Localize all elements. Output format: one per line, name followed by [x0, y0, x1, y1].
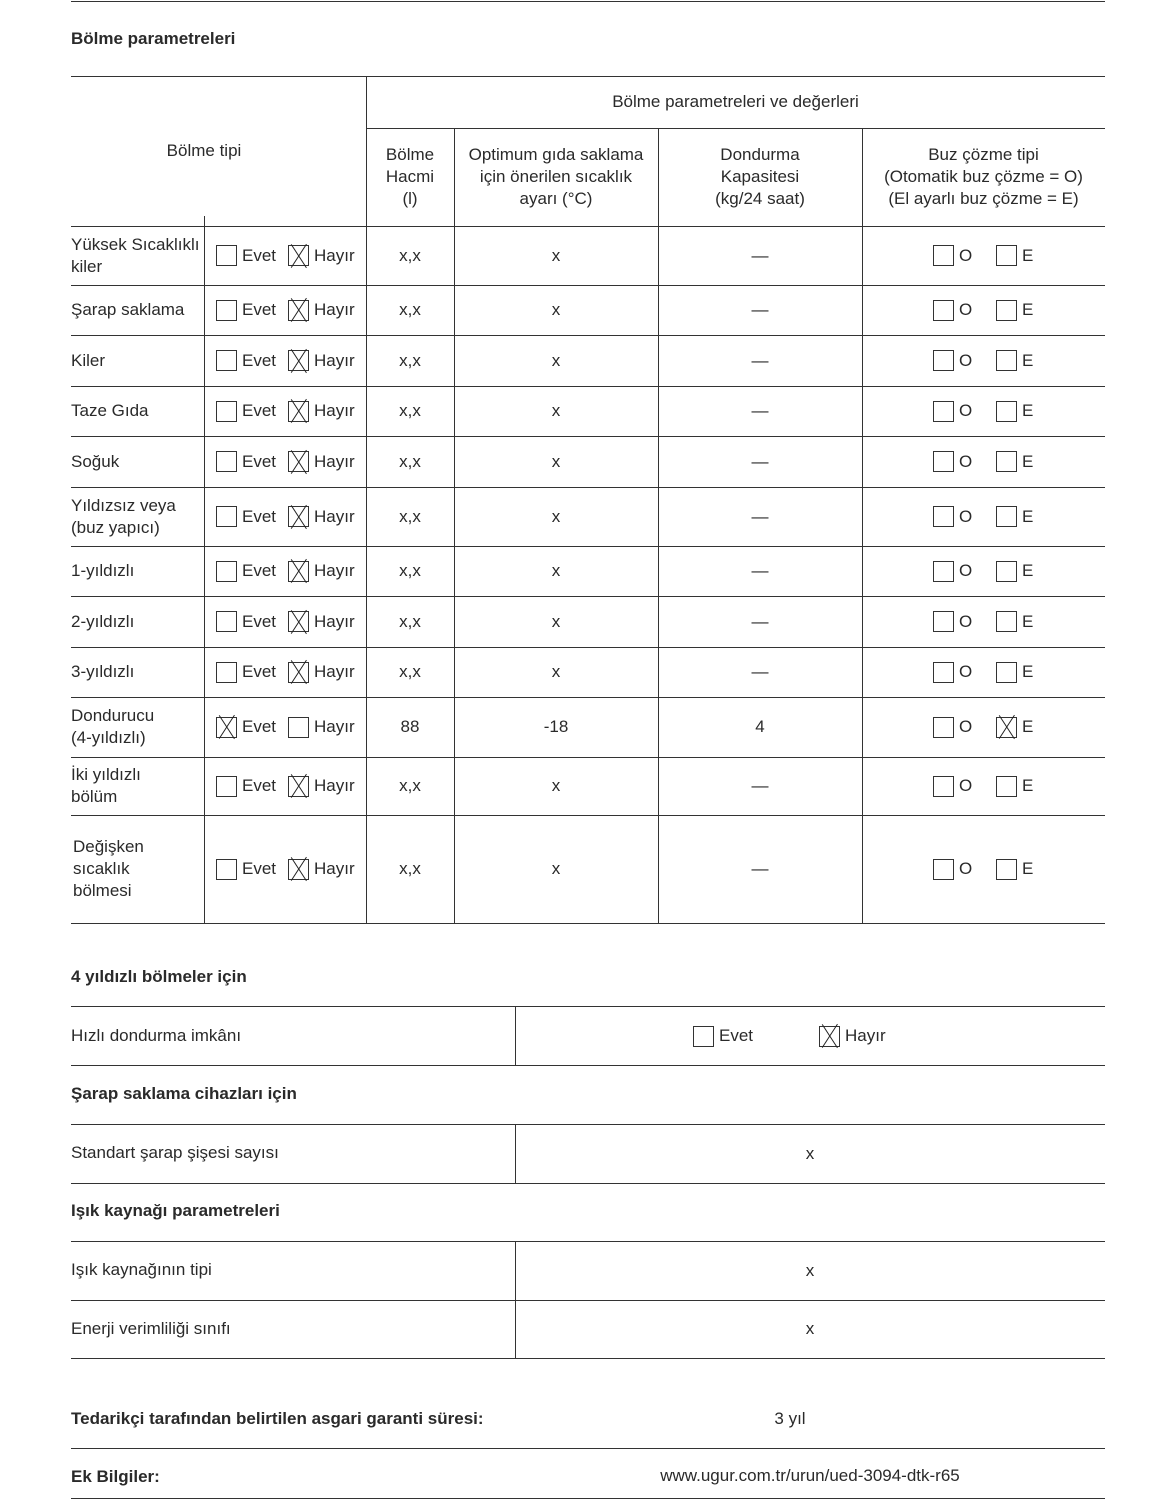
defrost-manual-checkbox[interactable]: [996, 401, 1017, 422]
present-yes-label: Evet: [242, 859, 277, 878]
volume-value: 88: [400, 717, 420, 736]
present-no-label: Hayır: [314, 451, 355, 471]
present-no[interactable]: [288, 856, 355, 882]
defrost-auto-checkbox[interactable]: [933, 561, 954, 582]
present-yes-checkbox[interactable]: [216, 717, 237, 738]
temp-value: x: [551, 245, 561, 265]
defrost-manual-checkbox[interactable]: [996, 611, 1017, 632]
temp-value: x: [551, 662, 561, 681]
four-star-title: 4 yıldızlı bölmeler için: [71, 967, 247, 986]
present-yes-label: Evet: [242, 717, 277, 736]
present-no-label: Hayır: [314, 561, 355, 580]
group-header-rule: [366, 128, 1105, 129]
defrost-manual-checkbox[interactable]: [996, 662, 1017, 683]
defrost-manual[interactable]: [996, 449, 1033, 475]
present-no-checkbox[interactable]: [288, 611, 309, 632]
wine-bottles-label: Standart şarap şişesi sayısı: [71, 1143, 279, 1162]
compartment-name: Şarap saklama: [71, 300, 185, 319]
defrost-auto-checkbox[interactable]: [933, 401, 954, 422]
extra-value[interactable]: www.ugur.com.tr/urun/ued-3094-dtk-r65: [660, 1466, 960, 1485]
present-yes-label: Evet: [242, 611, 277, 631]
defrost-manual-checkbox[interactable]: [996, 350, 1017, 371]
present-yes[interactable]: [216, 449, 276, 475]
present-no-checkbox[interactable]: [288, 451, 309, 472]
present-yes[interactable]: [216, 714, 276, 740]
volume-value: x,x: [399, 662, 421, 681]
header-type: Bölme tipi: [166, 141, 242, 160]
present-yes[interactable]: [216, 856, 276, 882]
defrost-auto-label: O: [959, 859, 973, 878]
compartment-name: 1-yıldızlı: [71, 561, 135, 580]
present-no-checkbox[interactable]: [288, 776, 309, 797]
present-no-label: Hayır: [314, 401, 355, 420]
freeze-capacity-value: —: [751, 350, 769, 370]
compartment-name: Yıldızsız veya (buz yapıcı): [71, 495, 176, 537]
present-no[interactable]: [288, 243, 355, 269]
temp-value: x: [551, 776, 561, 795]
defrost-auto[interactable]: [933, 856, 972, 882]
divider-present: [204, 216, 205, 923]
present-yes[interactable]: [216, 558, 276, 584]
present-yes[interactable]: [216, 297, 276, 323]
present-no-checkbox[interactable]: [288, 245, 309, 266]
volume-value: x,x: [399, 401, 421, 420]
present-yes-label: Evet: [242, 300, 277, 319]
temp-value: x: [551, 859, 561, 878]
compartment-name: İki yıldızlı bölüm: [71, 765, 141, 806]
defrost-auto-label: O: [959, 561, 973, 580]
defrost-auto[interactable]: [933, 558, 972, 584]
defrost-auto-label: O: [959, 350, 973, 370]
defrost-manual[interactable]: [996, 297, 1033, 323]
present-yes-checkbox[interactable]: [216, 506, 237, 527]
present-yes-label: Evet: [242, 350, 277, 370]
defrost-auto[interactable]: [933, 609, 972, 635]
compartment-name: 2-yıldızlı: [71, 611, 135, 631]
defrost-auto[interactable]: [933, 297, 972, 323]
compartment-name: Dondurucu (4-yıldızlı): [71, 706, 155, 747]
volume-value: x,x: [399, 451, 421, 471]
defrost-manual-checkbox[interactable]: [996, 776, 1017, 797]
present-yes[interactable]: [216, 243, 276, 269]
fast-freeze-yes[interactable]: [693, 1023, 753, 1049]
present-no-label: Hayır: [314, 662, 355, 681]
defrost-manual-label: E: [1022, 350, 1034, 370]
warranty-value: 3 yıl: [774, 1409, 806, 1428]
present-yes[interactable]: [216, 398, 276, 424]
defrost-manual-label: E: [1022, 451, 1034, 471]
present-yes-label: Evet: [242, 561, 277, 580]
present-no-checkbox[interactable]: [288, 506, 309, 527]
present-no[interactable]: [288, 297, 355, 323]
defrost-auto-label: O: [959, 611, 973, 631]
freeze-capacity-value: —: [751, 245, 769, 265]
warranty-label: Tedarikçi tarafından belirtilen asgari garanti süresi:: [71, 1409, 484, 1428]
freeze-capacity-value: —: [751, 506, 769, 526]
volume-value: x,x: [399, 561, 421, 580]
present-yes-checkbox[interactable]: [216, 561, 237, 582]
fast-freeze-yes-label: Evet: [719, 1026, 754, 1045]
defrost-manual-label: E: [1022, 717, 1034, 736]
present-yes-checkbox[interactable]: [216, 451, 237, 472]
present-no-checkbox[interactable]: [288, 350, 309, 371]
temp-value: x: [551, 611, 561, 631]
present-no-label: Hayır: [314, 717, 355, 736]
defrost-auto-label: O: [959, 776, 973, 795]
freeze-capacity-value: —: [751, 611, 769, 631]
compartment-name: Kiler: [71, 350, 106, 370]
freeze-capacity-value: 4: [755, 717, 765, 736]
four-star-rule-bottom: [71, 1065, 1105, 1066]
volume-value: x,x: [399, 776, 421, 795]
defrost-manual-checkbox[interactable]: [996, 561, 1017, 582]
fast-freeze-no[interactable]: [819, 1023, 886, 1049]
defrost-auto[interactable]: [933, 659, 972, 685]
defrost-manual-checkbox[interactable]: [996, 717, 1017, 738]
defrost-auto-checkbox[interactable]: [933, 245, 954, 266]
volume-value: x,x: [399, 245, 421, 265]
volume-value: x,x: [399, 859, 421, 878]
present-yes-checkbox[interactable]: [216, 350, 237, 371]
defrost-auto[interactable]: [933, 348, 972, 374]
present-yes[interactable]: [216, 659, 276, 685]
freeze-capacity-value: —: [751, 451, 769, 471]
present-yes[interactable]: [216, 504, 276, 530]
freeze-capacity-value: —: [751, 401, 769, 420]
defrost-manual-label: E: [1022, 662, 1034, 681]
temp-value: x: [551, 350, 561, 370]
light-title: Işık kaynağı parametreleri: [71, 1201, 280, 1220]
present-yes-label: Evet: [242, 506, 277, 526]
defrost-manual-label: E: [1022, 300, 1034, 319]
defrost-manual-checkbox[interactable]: [996, 245, 1017, 266]
wine-bottles-value: x: [805, 1143, 815, 1163]
present-yes-checkbox[interactable]: [216, 776, 237, 797]
volume-value: x,x: [399, 350, 421, 370]
freeze-capacity-value: —: [751, 300, 769, 319]
temp-value: x: [551, 401, 561, 420]
defrost-auto-label: O: [959, 451, 973, 471]
defrost-auto-checkbox[interactable]: [933, 717, 954, 738]
present-no-checkbox[interactable]: [288, 401, 309, 422]
defrost-auto-checkbox[interactable]: [933, 350, 954, 371]
compartment-name: Yüksek Sıcaklıklı kiler: [71, 234, 200, 276]
document-page: [71, 0, 1105, 1500]
four-star-divider: [515, 1006, 516, 1065]
present-no-checkbox[interactable]: [288, 300, 309, 321]
light-class-value: x: [805, 1319, 815, 1338]
defrost-auto[interactable]: [933, 504, 972, 530]
defrost-manual-label: E: [1022, 401, 1034, 420]
present-no-label: Hayır: [314, 506, 355, 526]
present-yes-label: Evet: [242, 776, 277, 795]
defrost-auto-label: O: [959, 300, 973, 319]
volume-value: x,x: [399, 611, 421, 631]
light-type-label: Işık kaynağının tipi: [71, 1260, 212, 1279]
header-freeze-capacity: Dondurma Kapasitesi (kg/24 saat): [715, 145, 805, 208]
temp-value: x: [551, 300, 561, 319]
section-title: Bölme parametreleri: [71, 29, 236, 48]
present-no[interactable]: [288, 504, 355, 530]
present-no[interactable]: [288, 348, 355, 374]
present-no-checkbox[interactable]: [288, 561, 309, 582]
defrost-auto-label: O: [959, 401, 973, 420]
present-yes-checkbox[interactable]: [216, 662, 237, 683]
temp-value: x: [551, 561, 561, 580]
present-no-label: Hayır: [314, 776, 355, 795]
defrost-manual-checkbox[interactable]: [996, 859, 1017, 880]
compartment-name: Değişken sıcaklık bölmesi: [73, 837, 144, 900]
wine-rule-bottom: [71, 1183, 1105, 1184]
defrost-manual[interactable]: [996, 659, 1033, 685]
present-no-label: Hayır: [314, 611, 355, 631]
top-rule: [71, 1, 1105, 2]
defrost-auto-checkbox[interactable]: [933, 662, 954, 683]
defrost-manual-label: E: [1022, 611, 1034, 631]
defrost-manual[interactable]: [996, 558, 1033, 584]
defrost-manual-label: E: [1022, 506, 1034, 526]
defrost-auto[interactable]: [933, 773, 972, 799]
temp-value: -18: [543, 717, 569, 736]
light-class-label: Enerji verimliliği sınıfı: [71, 1319, 231, 1338]
header-defrost: Buz çözme tipi (Otomatik buz çözme = O) (El ayarlı buz çözme = E): [884, 145, 1083, 208]
present-no[interactable]: [288, 398, 355, 424]
present-yes-checkbox[interactable]: [216, 401, 237, 422]
defrost-manual-label: E: [1022, 561, 1034, 580]
defrost-manual[interactable]: [996, 714, 1033, 740]
present-no[interactable]: [288, 558, 355, 584]
present-no-label: Hayır: [314, 245, 355, 265]
fast-freeze-label: Hızlı dondurma imkânı: [71, 1026, 242, 1045]
temp-value: x: [551, 451, 561, 471]
extra-label: Ek Bilgiler:: [71, 1467, 160, 1486]
header-temp: Optimum gıda saklama için önerilen sıcaklık ayarı (°C): [468, 145, 644, 208]
present-yes-checkbox[interactable]: [216, 245, 237, 266]
compartment-name: 3-yıldızlı: [71, 662, 135, 681]
defrost-auto-checkbox[interactable]: [933, 300, 954, 321]
light-type-value: x: [805, 1260, 815, 1280]
compartment-name: Taze Gıda: [71, 401, 149, 420]
bottom-rule: [71, 1498, 1105, 1499]
volume-value: x,x: [399, 300, 421, 319]
freeze-capacity-value: —: [751, 662, 769, 681]
present-yes-checkbox[interactable]: [216, 611, 237, 632]
defrost-auto-label: O: [959, 506, 973, 526]
defrost-manual[interactable]: [996, 609, 1033, 635]
wine-title: Şarap saklama cihazları için: [71, 1084, 297, 1103]
present-yes-label: Evet: [242, 401, 277, 420]
present-no[interactable]: [288, 714, 355, 740]
present-no-checkbox[interactable]: [288, 662, 309, 683]
freeze-capacity-value: —: [751, 776, 769, 795]
defrost-auto-label: O: [959, 662, 973, 681]
defrost-manual[interactable]: [996, 856, 1033, 882]
defrost-auto-checkbox[interactable]: [933, 776, 954, 797]
present-no-checkbox[interactable]: [288, 717, 309, 738]
defrost-auto[interactable]: [933, 243, 972, 269]
divider-freeze: [862, 128, 863, 923]
present-no[interactable]: [288, 449, 355, 475]
four-star-rule-top: [71, 1006, 1105, 1007]
present-yes-label: Evet: [242, 662, 277, 681]
header-volume: Bölme Hacmi (l): [385, 145, 435, 208]
defrost-manual-checkbox[interactable]: [996, 451, 1017, 472]
defrost-auto-label: O: [959, 245, 973, 265]
defrost-manual[interactable]: [996, 504, 1033, 530]
present-yes[interactable]: [216, 348, 276, 374]
present-no-label: Hayır: [314, 859, 355, 878]
present-no-label: Hayır: [314, 350, 355, 370]
defrost-manual-label: E: [1022, 859, 1034, 878]
present-yes[interactable]: [216, 609, 276, 635]
fast-freeze-yes-checkbox[interactable]: [693, 1026, 714, 1047]
present-yes-checkbox[interactable]: [216, 300, 237, 321]
present-no[interactable]: [288, 609, 355, 635]
defrost-auto[interactable]: [933, 449, 972, 475]
present-no[interactable]: [288, 773, 355, 799]
present-no-label: Hayır: [314, 300, 355, 319]
defrost-auto-checkbox[interactable]: [933, 451, 954, 472]
defrost-auto-label: O: [959, 717, 973, 736]
light-rule-bottom: [71, 1358, 1105, 1359]
present-yes-checkbox[interactable]: [216, 859, 237, 880]
defrost-auto[interactable]: [933, 398, 972, 424]
compartment-name: Soğuk: [71, 451, 120, 471]
freeze-capacity-value: —: [751, 561, 769, 580]
defrost-auto[interactable]: [933, 714, 972, 740]
row-rule: [71, 923, 1105, 924]
volume-value: x,x: [399, 506, 421, 526]
defrost-manual-checkbox[interactable]: [996, 300, 1017, 321]
present-yes[interactable]: [216, 773, 276, 799]
defrost-manual-label: E: [1022, 245, 1034, 265]
warranty-rule: [71, 1448, 1105, 1449]
defrost-manual[interactable]: [996, 773, 1033, 799]
defrost-auto-checkbox[interactable]: [933, 611, 954, 632]
defrost-auto-checkbox[interactable]: [933, 506, 954, 527]
present-no[interactable]: [288, 659, 355, 685]
temp-value: x: [551, 506, 561, 526]
present-yes-label: Evet: [242, 245, 277, 265]
header-group: Bölme parametreleri ve değerleri: [612, 92, 859, 111]
defrost-manual-label: E: [1022, 776, 1034, 795]
present-no-checkbox[interactable]: [288, 859, 309, 880]
defrost-auto-checkbox[interactable]: [933, 859, 954, 880]
freeze-capacity-value: —: [751, 859, 769, 878]
defrost-manual[interactable]: [996, 243, 1033, 269]
fast-freeze-no-checkbox[interactable]: [819, 1026, 840, 1047]
defrost-manual[interactable]: [996, 398, 1033, 424]
defrost-manual-checkbox[interactable]: [996, 506, 1017, 527]
fast-freeze-no-label: Hayır: [845, 1026, 886, 1045]
present-yes-label: Evet: [242, 451, 277, 471]
defrost-manual[interactable]: [996, 348, 1033, 374]
